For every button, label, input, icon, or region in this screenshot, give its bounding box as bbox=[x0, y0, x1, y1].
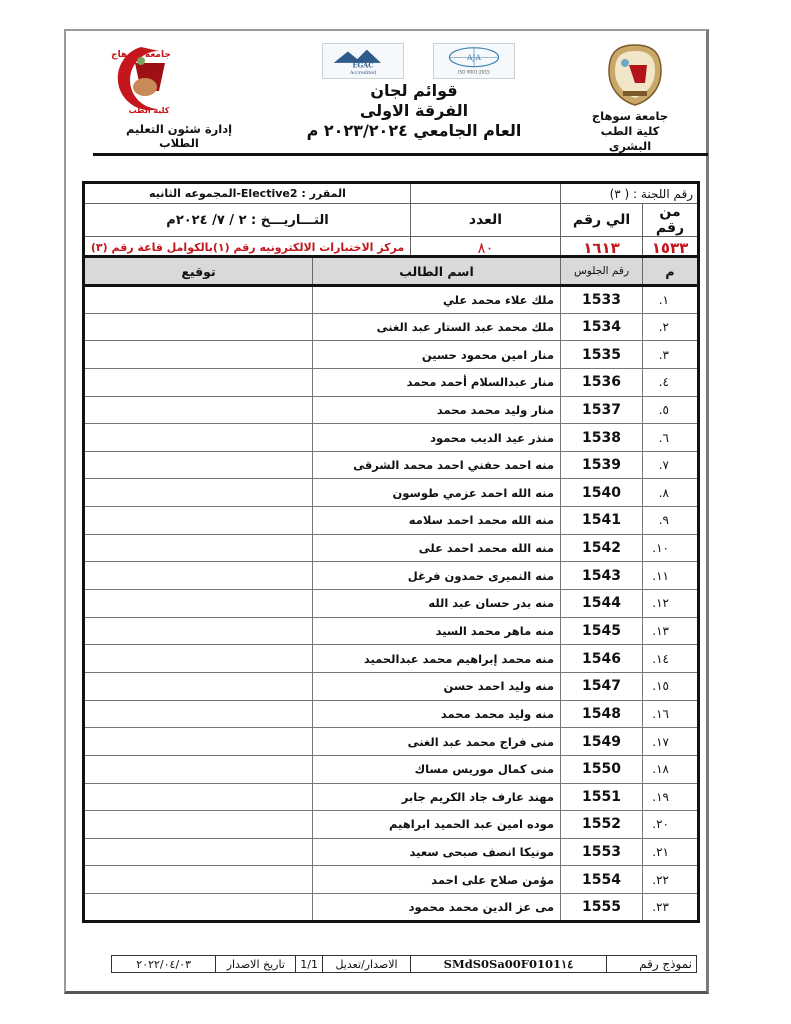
student-name: منى فراج محمد عبد الغنى bbox=[313, 728, 561, 756]
exam-date: التـــاريـــخ : ٢ / ٧/ ٢٠٢٤م bbox=[84, 204, 411, 237]
student-name: منار وليد محمد محمد bbox=[313, 396, 561, 424]
table-row bbox=[84, 313, 699, 341]
document-title bbox=[254, 81, 574, 142]
row-index: ١٦. bbox=[643, 700, 699, 728]
signature-cell[interactable] bbox=[84, 368, 313, 396]
header-divider bbox=[93, 153, 708, 156]
row-index: ١٥. bbox=[643, 672, 699, 700]
table-row bbox=[84, 617, 699, 645]
table-row bbox=[84, 755, 699, 783]
row-index: ٣. bbox=[643, 341, 699, 369]
student-name: منه محمد إبراهيم محمد عبدالحميد bbox=[313, 645, 561, 673]
signature-cell[interactable] bbox=[84, 396, 313, 424]
student-name: ملك محمد عبد الستار عبد الغنى bbox=[313, 313, 561, 341]
table-row bbox=[84, 811, 699, 839]
row-index: ٢. bbox=[643, 313, 699, 341]
to-number-label: الي رقم bbox=[561, 204, 643, 237]
signature-cell[interactable] bbox=[84, 866, 313, 894]
student-name: منى كمال موريس مساك bbox=[313, 755, 561, 783]
student-name: منه الله محمد احمد على bbox=[313, 534, 561, 562]
seat-number: 1547 bbox=[561, 672, 643, 700]
signature-cell[interactable] bbox=[84, 894, 313, 922]
table-row bbox=[84, 783, 699, 811]
seat-number: 1545 bbox=[561, 617, 643, 645]
title-first-year: الفرقة الاولى bbox=[359, 101, 469, 120]
student-name: منه الله احمد عزمي طوسون bbox=[313, 479, 561, 507]
student-name: موده امين عبد الحميد ابراهيم bbox=[313, 811, 561, 839]
svg-text:كلية الطب: كلية الطب bbox=[128, 106, 170, 115]
form-footer bbox=[111, 955, 697, 973]
row-index: ١٢. bbox=[643, 590, 699, 618]
seat-number: 1543 bbox=[561, 562, 643, 590]
student-name: منار عبدالسلام أحمد محمد bbox=[313, 368, 561, 396]
title-academic-year: العام الجامعي ٢٠٢٣/٢٠٢٤ م bbox=[306, 121, 522, 140]
seat-number: 1553 bbox=[561, 838, 643, 866]
table-header-row bbox=[84, 257, 699, 286]
exam-location: مركز الاختبارات الالكترونيه رقم (١)بالكوامل قاعة رقم (٣) bbox=[84, 237, 411, 260]
col-header-signature: توقيع bbox=[84, 257, 313, 286]
faculty-logo-icon bbox=[101, 41, 181, 116]
student-name: منه ماهر محمد السيد bbox=[313, 617, 561, 645]
form-number-label: نموذج رقم bbox=[607, 956, 697, 973]
seat-number: 1548 bbox=[561, 700, 643, 728]
row-index: ١٤. bbox=[643, 645, 699, 673]
seat-number: 1540 bbox=[561, 479, 643, 507]
university-seal-icon bbox=[605, 43, 665, 107]
seat-number: 1541 bbox=[561, 507, 643, 535]
seat-number: 1555 bbox=[561, 894, 643, 922]
seat-number: 1554 bbox=[561, 866, 643, 894]
table-row bbox=[84, 590, 699, 618]
seat-number: 1544 bbox=[561, 590, 643, 618]
issue-date-value: ٢٠٢٢/٠٤/٠٣ bbox=[112, 956, 216, 973]
egac-accreditation-icon bbox=[322, 43, 404, 79]
committee-number: رقم اللجنة : ( ٣) bbox=[561, 183, 699, 204]
col-header-index: م bbox=[643, 257, 699, 286]
student-name: منه وليد محمد محمد bbox=[313, 700, 561, 728]
issue-date-label: تاريخ الاصدار bbox=[216, 956, 296, 973]
student-name: مى عز الدين محمد محمود bbox=[313, 894, 561, 922]
student-name: مهند عارف جاد الكريم جابر bbox=[313, 783, 561, 811]
table-row bbox=[84, 341, 699, 369]
seat-number: 1534 bbox=[561, 313, 643, 341]
signature-cell[interactable] bbox=[84, 562, 313, 590]
row-index: ٢٠. bbox=[643, 811, 699, 839]
signature-cell[interactable] bbox=[84, 424, 313, 452]
table-row bbox=[84, 562, 699, 590]
table-row bbox=[84, 894, 699, 922]
svg-text:Accredited: Accredited bbox=[350, 71, 376, 77]
table-row bbox=[84, 534, 699, 562]
university-caption bbox=[580, 109, 680, 154]
table-row bbox=[84, 700, 699, 728]
table-row bbox=[84, 672, 699, 700]
table-row bbox=[84, 424, 699, 452]
row-index: ١١. bbox=[643, 562, 699, 590]
row-index: ١٨. bbox=[643, 755, 699, 783]
signature-cell[interactable] bbox=[84, 728, 313, 756]
student-name: منه الله محمد احمد سلامه bbox=[313, 507, 561, 535]
seat-number: 1533 bbox=[561, 286, 643, 314]
seat-number: 1552 bbox=[561, 811, 643, 839]
seat-number: 1542 bbox=[561, 534, 643, 562]
row-index: ١. bbox=[643, 286, 699, 314]
seat-number: 1551 bbox=[561, 783, 643, 811]
row-index: ١٩. bbox=[643, 783, 699, 811]
signature-cell[interactable] bbox=[84, 645, 313, 673]
signature-cell[interactable] bbox=[84, 755, 313, 783]
student-affairs-caption: إدارة شئون التعليم الطلاب bbox=[125, 122, 233, 150]
seat-number: 1549 bbox=[561, 728, 643, 756]
student-name: مؤمن صلاح على احمد bbox=[313, 866, 561, 894]
svg-text:جامعة سوهاج: جامعة سوهاج bbox=[111, 50, 171, 60]
table-row bbox=[84, 368, 699, 396]
signature-cell[interactable] bbox=[84, 479, 313, 507]
student-name: منه احمد حفني احمد محمد الشرقى bbox=[313, 451, 561, 479]
from-number-label: من رقم bbox=[643, 204, 699, 237]
table-row bbox=[84, 451, 699, 479]
signature-cell[interactable] bbox=[84, 811, 313, 839]
svg-text:EGAC: EGAC bbox=[352, 61, 374, 70]
table-row bbox=[84, 728, 699, 756]
faculty-name: كلية الطب البشرى bbox=[600, 124, 660, 153]
svg-text:AJA: AJA bbox=[467, 53, 481, 63]
seat-number: 1550 bbox=[561, 755, 643, 783]
svg-text:ISO 9001:2015: ISO 9001:2015 bbox=[458, 70, 490, 76]
signature-cell[interactable] bbox=[84, 838, 313, 866]
version-label: الاصدار/تعديل bbox=[323, 956, 411, 973]
seat-number: 1537 bbox=[561, 396, 643, 424]
table-row bbox=[84, 645, 699, 673]
table-row bbox=[84, 479, 699, 507]
aja-certification-icon bbox=[433, 43, 515, 79]
table-row bbox=[84, 838, 699, 866]
row-index: ١٠. bbox=[643, 534, 699, 562]
signature-cell[interactable] bbox=[84, 534, 313, 562]
row-index: ٢١. bbox=[643, 838, 699, 866]
signature-cell[interactable] bbox=[84, 672, 313, 700]
row-index: ١٣. bbox=[643, 617, 699, 645]
signature-cell[interactable] bbox=[84, 286, 313, 314]
seat-number: 1546 bbox=[561, 645, 643, 673]
student-name: مونيكا انصف صبحى سعيد bbox=[313, 838, 561, 866]
student-name: منار امين محمود حسين bbox=[313, 341, 561, 369]
form-code: SMdS0Sa00F0101١٤ bbox=[411, 956, 607, 973]
from-number-value: ١٥٣٣ bbox=[643, 237, 699, 260]
student-count-value: ٨٠ bbox=[411, 237, 561, 260]
table-row bbox=[84, 286, 699, 314]
to-number-value: ١٦١٣ bbox=[561, 237, 643, 260]
signature-cell[interactable] bbox=[84, 590, 313, 618]
university-name: جامعة سوهاج bbox=[591, 109, 669, 123]
signature-cell[interactable] bbox=[84, 451, 313, 479]
table-row bbox=[84, 866, 699, 894]
row-index: ٢٣. bbox=[643, 894, 699, 922]
row-index: ٤. bbox=[643, 368, 699, 396]
seat-number: 1535 bbox=[561, 341, 643, 369]
students-table bbox=[82, 255, 700, 923]
student-name: منه وليد احمد حسن bbox=[313, 672, 561, 700]
student-name: منه النميرى حمدون فرغل bbox=[313, 562, 561, 590]
student-name: منه بدر حسان عبد الله bbox=[313, 590, 561, 618]
row-index: ٦. bbox=[643, 424, 699, 452]
col-header-seat-number: رقم الجلوس bbox=[561, 257, 643, 286]
blank-cell bbox=[411, 183, 561, 204]
signature-cell[interactable] bbox=[84, 313, 313, 341]
signature-cell[interactable] bbox=[84, 700, 313, 728]
seat-number: 1538 bbox=[561, 424, 643, 452]
row-index: ١٧. bbox=[643, 728, 699, 756]
signature-cell[interactable] bbox=[84, 783, 313, 811]
title-committee-lists: قوائم لجان bbox=[370, 81, 458, 100]
col-header-student-name: اسم الطالب bbox=[313, 257, 561, 286]
course-name: المقرر : Elective2-المجموعه الثانيه bbox=[84, 183, 411, 204]
signature-cell[interactable] bbox=[84, 341, 313, 369]
signature-cell[interactable] bbox=[84, 507, 313, 535]
row-index: ٧. bbox=[643, 451, 699, 479]
document-header bbox=[64, 29, 709, 159]
student-name: منذر عيد الديب محمود bbox=[313, 424, 561, 452]
seat-number: 1539 bbox=[561, 451, 643, 479]
student-name: ملك علاء محمد علي bbox=[313, 286, 561, 314]
table-row bbox=[84, 507, 699, 535]
count-label: العدد bbox=[411, 204, 561, 237]
row-index: ٥. bbox=[643, 396, 699, 424]
seat-number: 1536 bbox=[561, 368, 643, 396]
row-index: ٩. bbox=[643, 507, 699, 535]
version-value: 1/1 bbox=[296, 956, 323, 973]
row-index: ٢٢. bbox=[643, 866, 699, 894]
committee-info-table bbox=[82, 181, 700, 261]
table-row bbox=[84, 396, 699, 424]
row-index: ٨. bbox=[643, 479, 699, 507]
signature-cell[interactable] bbox=[84, 617, 313, 645]
